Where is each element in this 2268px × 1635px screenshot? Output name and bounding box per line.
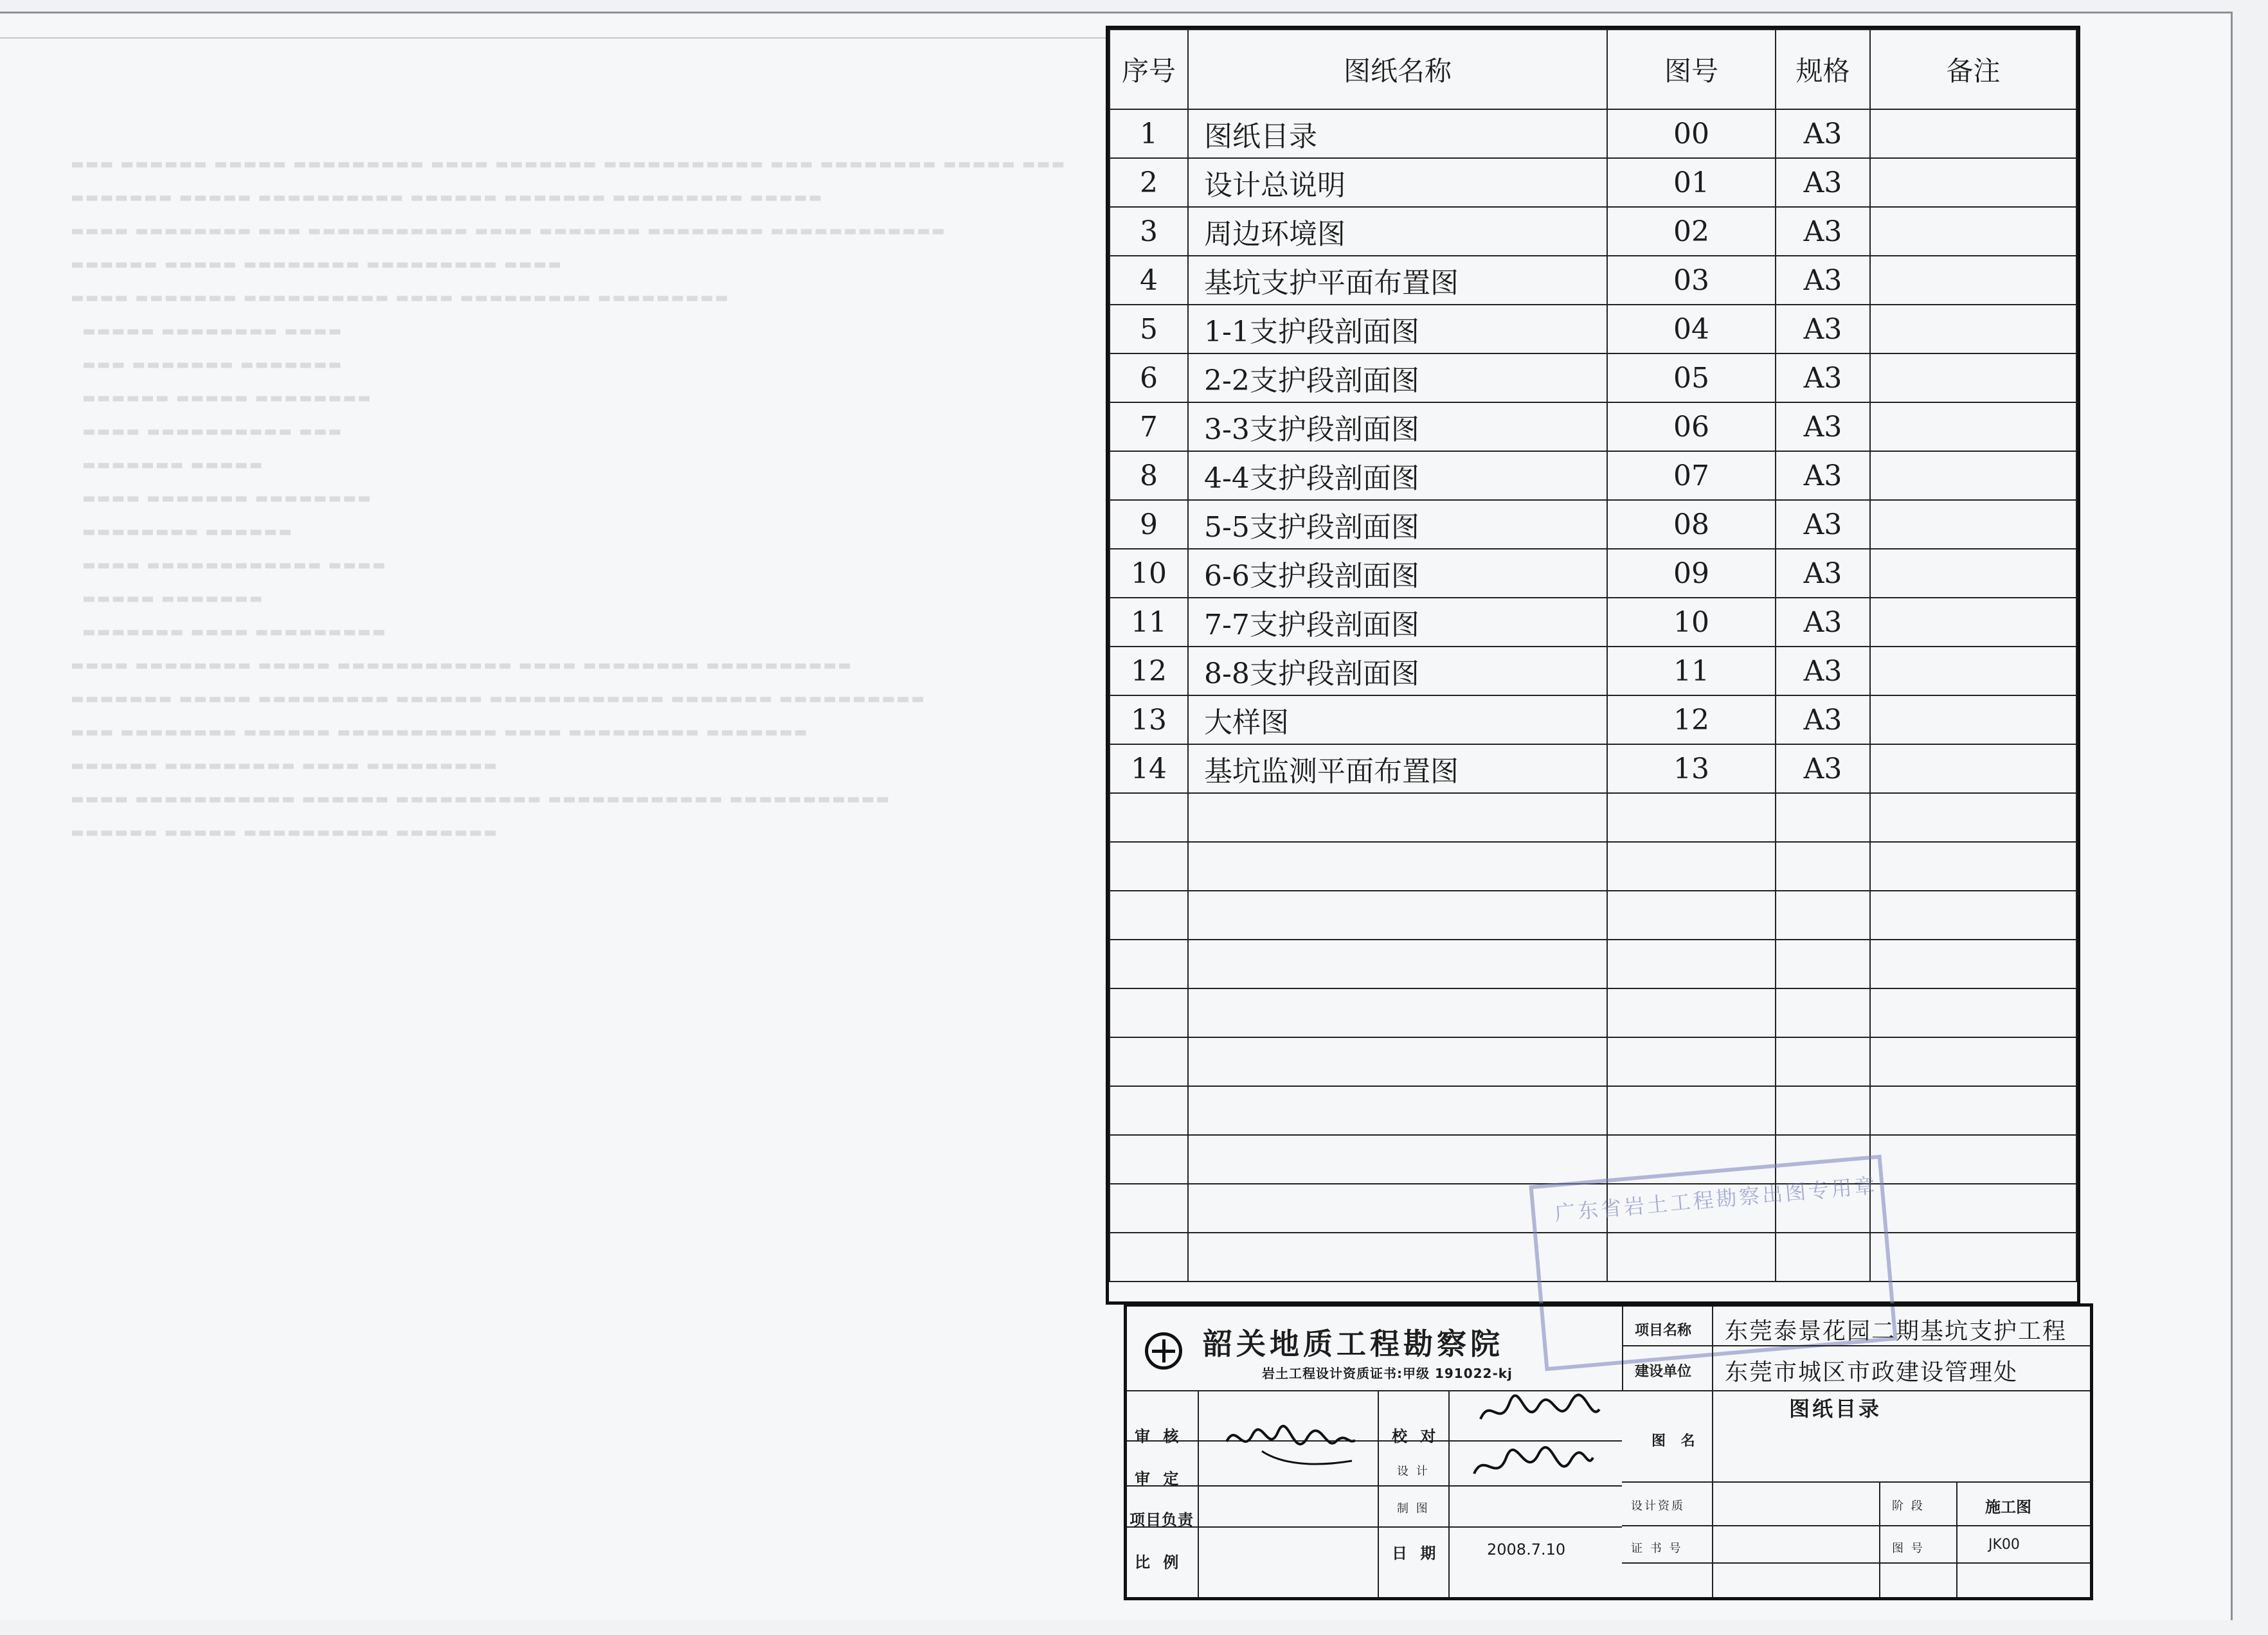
cell-name: 基坑支护平面布置图: [1188, 256, 1607, 305]
cell-empty: [1776, 793, 1870, 842]
cell-note: [1870, 695, 2076, 744]
table-row: [1110, 549, 2076, 598]
cell-empty: [1110, 1233, 1188, 1282]
title-block: [1124, 1303, 2093, 1600]
cell-note: [1870, 647, 2076, 695]
cell-name: 2-2支护段剖面图: [1188, 353, 1607, 402]
cell-empty: [1188, 842, 1607, 891]
cell-name: 1-1支护段剖面图: [1188, 305, 1607, 353]
cell-empty: [1870, 842, 2076, 891]
cell-name: 大样图: [1188, 695, 1607, 744]
cell-no: 1: [1110, 109, 1188, 158]
label-date: 日 期: [1392, 1544, 1440, 1562]
company-logo-icon: [1145, 1332, 1182, 1370]
empty-row: [1110, 1037, 2076, 1086]
label-project-lead: 项目负责: [1130, 1511, 1194, 1529]
table-row: [1110, 207, 2076, 256]
cell-no: 4: [1110, 256, 1188, 305]
cell-empty: [1110, 988, 1188, 1037]
cell-name: 3-3支护段剖面图: [1188, 402, 1607, 451]
table-row: [1110, 451, 2076, 500]
cell-empty: [1110, 1086, 1188, 1135]
cell-empty: [1607, 1086, 1776, 1135]
cell-empty: [1188, 940, 1607, 988]
cell-code: 01: [1607, 158, 1776, 207]
empty-row: [1110, 940, 2076, 988]
table-row: [1110, 647, 2076, 695]
label-stage: 阶 段: [1892, 1499, 1925, 1513]
cell-no: 11: [1110, 598, 1188, 647]
cell-empty: [1870, 1184, 2076, 1233]
cell-code: 03: [1607, 256, 1776, 305]
cell-size: A3: [1776, 744, 1870, 793]
cell-note: [1870, 598, 2076, 647]
client-name: 东莞市城区市政建设管理处: [1725, 1359, 2019, 1386]
cell-size: A3: [1776, 353, 1870, 402]
label-approve: 审 定: [1135, 1470, 1183, 1488]
cell-empty: [1110, 891, 1188, 940]
cell-size: A3: [1776, 402, 1870, 451]
cell-empty: [1607, 1037, 1776, 1086]
table-row: [1110, 305, 2076, 353]
label-drawing-no: 图 号: [1892, 1542, 1925, 1555]
cell-note: [1870, 256, 2076, 305]
cell-code: 04: [1607, 305, 1776, 353]
cell-note: [1870, 549, 2076, 598]
table-row: [1110, 695, 2076, 744]
grid-divider: [1622, 1562, 2090, 1564]
cell-empty: [1776, 891, 1870, 940]
company-header: [1127, 1307, 1623, 1391]
drawing-number: JK00: [1988, 1537, 2020, 1553]
bleed-through-text: ▬▬▬ ▬▬▬▬▬▬ ▬▬▬▬▬ ▬▬▬▬▬▬▬▬▬ ▬▬▬▬ ▬▬▬▬▬▬▬ ▬▬▬▬▬▬▬▬▬▬▬ ▬▬▬ ▬▬▬▬▬▬▬▬ ▬▬▬▬▬ ▬▬▬ ▬▬▬▬▬▬▬ ▬▬▬▬▬ ▬▬▬▬▬▬▬▬▬▬ ▬▬▬▬▬▬ ▬▬▬▬▬▬▬ ▬▬▬▬▬▬▬▬▬ ▬▬▬▬▬ ▬▬▬▬ ▬▬▬▬▬▬▬▬ ▬▬▬ ▬▬▬▬▬▬▬▬▬▬▬ ▬▬▬▬ ▬▬▬▬▬▬▬ ▬▬▬▬▬▬▬▬ ▬▬▬▬▬▬▬▬▬▬▬▬ ▬▬▬▬▬▬ ▬▬▬▬▬ ▬▬▬▬▬▬▬▬ ▬▬▬▬▬▬▬▬▬ ▬▬▬▬ ▬▬▬▬ ▬▬▬▬▬▬▬ ▬▬▬▬▬▬▬▬▬▬ ▬▬▬▬ ▬▬▬▬▬▬▬▬▬ ▬▬▬▬▬▬▬▬▬ ▬▬▬▬▬ ▬▬▬▬▬▬▬▬ ▬▬▬▬ ▬▬▬ ▬▬▬▬▬▬▬ ▬▬▬▬▬▬▬ ▬▬▬▬▬▬ ▬▬▬▬▬ ▬▬▬▬▬▬▬▬ ▬▬▬▬ ▬▬▬▬▬▬▬▬▬▬ ▬▬▬ ▬▬▬▬▬▬▬ ▬▬▬▬▬ ▬▬▬▬ ▬▬▬▬▬▬▬ ▬▬▬▬▬▬▬▬ ▬▬▬▬▬▬▬▬ ▬▬▬▬▬▬ ▬▬▬▬ ▬▬▬▬▬▬▬▬▬▬▬▬ ▬▬▬▬ ▬▬▬▬▬ ▬▬▬▬▬▬▬ ▬▬▬▬▬▬▬ ▬▬▬▬ ▬▬▬▬▬▬▬▬▬ ▬▬▬▬ ▬▬▬▬▬▬▬▬ ▬▬▬▬▬ ▬▬▬▬▬▬▬▬▬▬▬▬ ▬▬▬▬ ▬▬▬▬▬▬▬▬ ▬▬▬▬▬▬▬▬▬▬ ▬▬▬▬▬▬▬ ▬▬▬▬▬ ▬▬▬▬▬▬▬▬▬ ▬▬▬▬▬▬ ▬▬▬▬▬▬▬▬▬▬▬▬ ▬▬▬▬▬▬▬ ▬▬▬▬▬▬▬▬▬▬ ▬▬▬ ▬▬▬▬▬▬▬▬ ▬▬▬▬▬▬ ▬▬▬▬▬▬▬▬▬▬▬ ▬▬▬▬ ▬▬▬▬▬▬▬▬▬ ▬▬▬▬▬▬▬ ▬▬▬▬▬▬ ▬▬▬▬▬▬▬▬▬ ▬▬▬▬ ▬▬▬▬▬▬▬▬▬ ▬▬▬▬ ▬▬▬▬▬▬▬▬▬▬▬ ▬▬▬▬▬▬ ▬▬▬▬▬▬▬▬▬▬ ▬▬▬▬▬▬▬▬▬▬▬▬ ▬▬▬▬▬▬▬▬▬▬▬ ▬▬▬▬▬▬ ▬▬▬▬▬ ▬▬▬▬▬▬▬▬▬▬ ▬▬▬▬▬▬▬: [71, 156, 1066, 841]
designer-signature: [1468, 1442, 1596, 1493]
cell-no: 7: [1110, 402, 1188, 451]
cell-size: A3: [1776, 451, 1870, 500]
cell-empty: [1870, 1086, 2076, 1135]
cell-empty: [1607, 940, 1776, 988]
grid-divider: [1622, 1525, 2090, 1526]
label-client: 建设单位: [1635, 1364, 1692, 1380]
header-name: 图纸名称: [1188, 30, 1607, 109]
drawing-index-table: [1106, 26, 2080, 1305]
empty-row: [1110, 1135, 2076, 1184]
label-review: 审 核: [1135, 1427, 1183, 1445]
cell-empty: [1607, 988, 1776, 1037]
cell-size: A3: [1776, 305, 1870, 353]
cell-code: 09: [1607, 549, 1776, 598]
header-no: 序号: [1110, 30, 1188, 109]
cell-size: A3: [1776, 500, 1870, 549]
cell-no: 9: [1110, 500, 1188, 549]
cell-name: 6-6支护段剖面图: [1188, 549, 1607, 598]
grid-divider: [1198, 1390, 1199, 1597]
empty-row: [1110, 793, 2076, 842]
label-drawing: 制 图: [1397, 1502, 1430, 1515]
header-size: 规格: [1776, 30, 1870, 109]
index-body: [1110, 109, 2076, 1282]
cell-code: 13: [1607, 744, 1776, 793]
cell-note: [1870, 744, 2076, 793]
label-design-qualification: 设计资质: [1631, 1499, 1685, 1513]
cell-empty: [1870, 793, 2076, 842]
cell-empty: [1776, 1037, 1870, 1086]
checker-signature: [1474, 1390, 1603, 1442]
page-fold-line: [0, 37, 1106, 39]
cell-no: 14: [1110, 744, 1188, 793]
cell-empty: [1188, 891, 1607, 940]
header-note: 备注: [1870, 30, 2076, 109]
grid-divider: [1879, 1481, 1880, 1597]
cell-empty: [1870, 1233, 2076, 1282]
empty-row: [1110, 988, 2076, 1037]
cell-size: A3: [1776, 109, 1870, 158]
cell-size: A3: [1776, 695, 1870, 744]
cell-empty: [1188, 1135, 1607, 1184]
cell-empty: [1110, 1037, 1188, 1086]
table-row: [1110, 402, 2076, 451]
cell-code: 12: [1607, 695, 1776, 744]
grid-divider: [1378, 1390, 1379, 1597]
grid-divider: [1956, 1481, 1958, 1597]
grid-divider: [1712, 1307, 1713, 1597]
cell-empty: [1870, 940, 2076, 988]
cell-empty: [1870, 1037, 2076, 1086]
cell-note: [1870, 305, 2076, 353]
header-code: 图号: [1607, 30, 1776, 109]
cell-empty: [1110, 842, 1188, 891]
cell-note: [1870, 158, 2076, 207]
cell-note: [1870, 402, 2076, 451]
cell-empty: [1607, 891, 1776, 940]
table-row: [1110, 158, 2076, 207]
cell-name: 7-7支护段剖面图: [1188, 598, 1607, 647]
cell-empty: [1110, 1135, 1188, 1184]
cell-no: 12: [1110, 647, 1188, 695]
header-row: [1110, 30, 2076, 109]
table-row: [1110, 744, 2076, 793]
cell-code: 08: [1607, 500, 1776, 549]
cell-empty: [1870, 988, 2076, 1037]
label-certificate-no: 证 书 号: [1631, 1542, 1683, 1555]
grid-divider: [1622, 1390, 2090, 1391]
index-grid: [1109, 29, 2077, 1282]
grid-divider: [1448, 1390, 1450, 1597]
cell-empty: [1110, 1184, 1188, 1233]
empty-row: [1110, 1086, 2076, 1135]
cell-code: 06: [1607, 402, 1776, 451]
cell-size: A3: [1776, 256, 1870, 305]
cell-note: [1870, 451, 2076, 500]
cell-no: 10: [1110, 549, 1188, 598]
cell-note: [1870, 353, 2076, 402]
table-row: [1110, 500, 2076, 549]
cell-no: 6: [1110, 353, 1188, 402]
cell-name: 基坑监测平面布置图: [1188, 744, 1607, 793]
cell-note: [1870, 500, 2076, 549]
label-scale: 比 例: [1135, 1553, 1183, 1571]
cell-size: A3: [1776, 598, 1870, 647]
drawing-title: 图纸目录: [1789, 1397, 1882, 1421]
project-info: [1622, 1307, 2090, 1597]
cell-name: 4-4支护段剖面图: [1188, 451, 1607, 500]
cell-no: 8: [1110, 451, 1188, 500]
cell-no: 2: [1110, 158, 1188, 207]
cell-name: 5-5支护段剖面图: [1188, 500, 1607, 549]
cell-no: 13: [1110, 695, 1188, 744]
cell-note: [1870, 207, 2076, 256]
cell-empty: [1188, 988, 1607, 1037]
stamp-text: 广东省岩土工程勘察出图专用章: [1553, 1173, 1879, 1226]
table-row: [1110, 109, 2076, 158]
cell-empty: [1188, 793, 1607, 842]
cell-name: 8-8支护段剖面图: [1188, 647, 1607, 695]
cell-code: 11: [1607, 647, 1776, 695]
stage-value: 施工图: [1985, 1498, 2031, 1516]
cell-empty: [1188, 1037, 1607, 1086]
cell-empty: [1776, 842, 1870, 891]
cell-empty: [1607, 793, 1776, 842]
cell-empty: [1188, 1086, 1607, 1135]
cell-code: 00: [1607, 109, 1776, 158]
table-row: [1110, 353, 2076, 402]
label-drawing-title: 图 名: [1652, 1433, 1700, 1449]
empty-row: [1110, 891, 2076, 940]
cell-no: 3: [1110, 207, 1188, 256]
cell-size: A3: [1776, 647, 1870, 695]
reviewer-signature: [1223, 1416, 1358, 1474]
cell-code: 05: [1607, 353, 1776, 402]
cell-code: 07: [1607, 451, 1776, 500]
label-design: 设 计: [1397, 1465, 1430, 1478]
cell-empty: [1110, 940, 1188, 988]
label-check: 校 对: [1392, 1427, 1440, 1445]
table-row: [1110, 256, 2076, 305]
table-row: [1110, 598, 2076, 647]
cell-name: 图纸目录: [1188, 109, 1607, 158]
cell-name: 周边环境图: [1188, 207, 1607, 256]
cell-empty: [1776, 1086, 1870, 1135]
date-value: 2008.7.10: [1487, 1541, 1566, 1559]
cell-size: A3: [1776, 207, 1870, 256]
cell-empty: [1870, 1135, 2076, 1184]
company-certificate: 岩土工程设计资质证书:甲级 191022-kj: [1262, 1366, 1513, 1381]
cell-empty: [1776, 940, 1870, 988]
cell-empty: [1607, 842, 1776, 891]
signature-grid: [1127, 1390, 1622, 1597]
cell-note: [1870, 109, 2076, 158]
project-name: 东莞泰景花园二期基坑支护工程: [1725, 1318, 2067, 1345]
cell-code: 02: [1607, 207, 1776, 256]
cell-size: A3: [1776, 158, 1870, 207]
cell-size: A3: [1776, 549, 1870, 598]
cell-name: 设计总说明: [1188, 158, 1607, 207]
cell-empty: [1870, 891, 2076, 940]
cell-empty: [1110, 793, 1188, 842]
cell-code: 10: [1607, 598, 1776, 647]
company-name: 韶关地质工程勘察院: [1203, 1327, 1504, 1361]
empty-row: [1110, 842, 2076, 891]
grid-divider: [1622, 1481, 2090, 1483]
cell-no: 5: [1110, 305, 1188, 353]
label-project-name: 项目名称: [1635, 1323, 1692, 1339]
cell-empty: [1776, 988, 1870, 1037]
